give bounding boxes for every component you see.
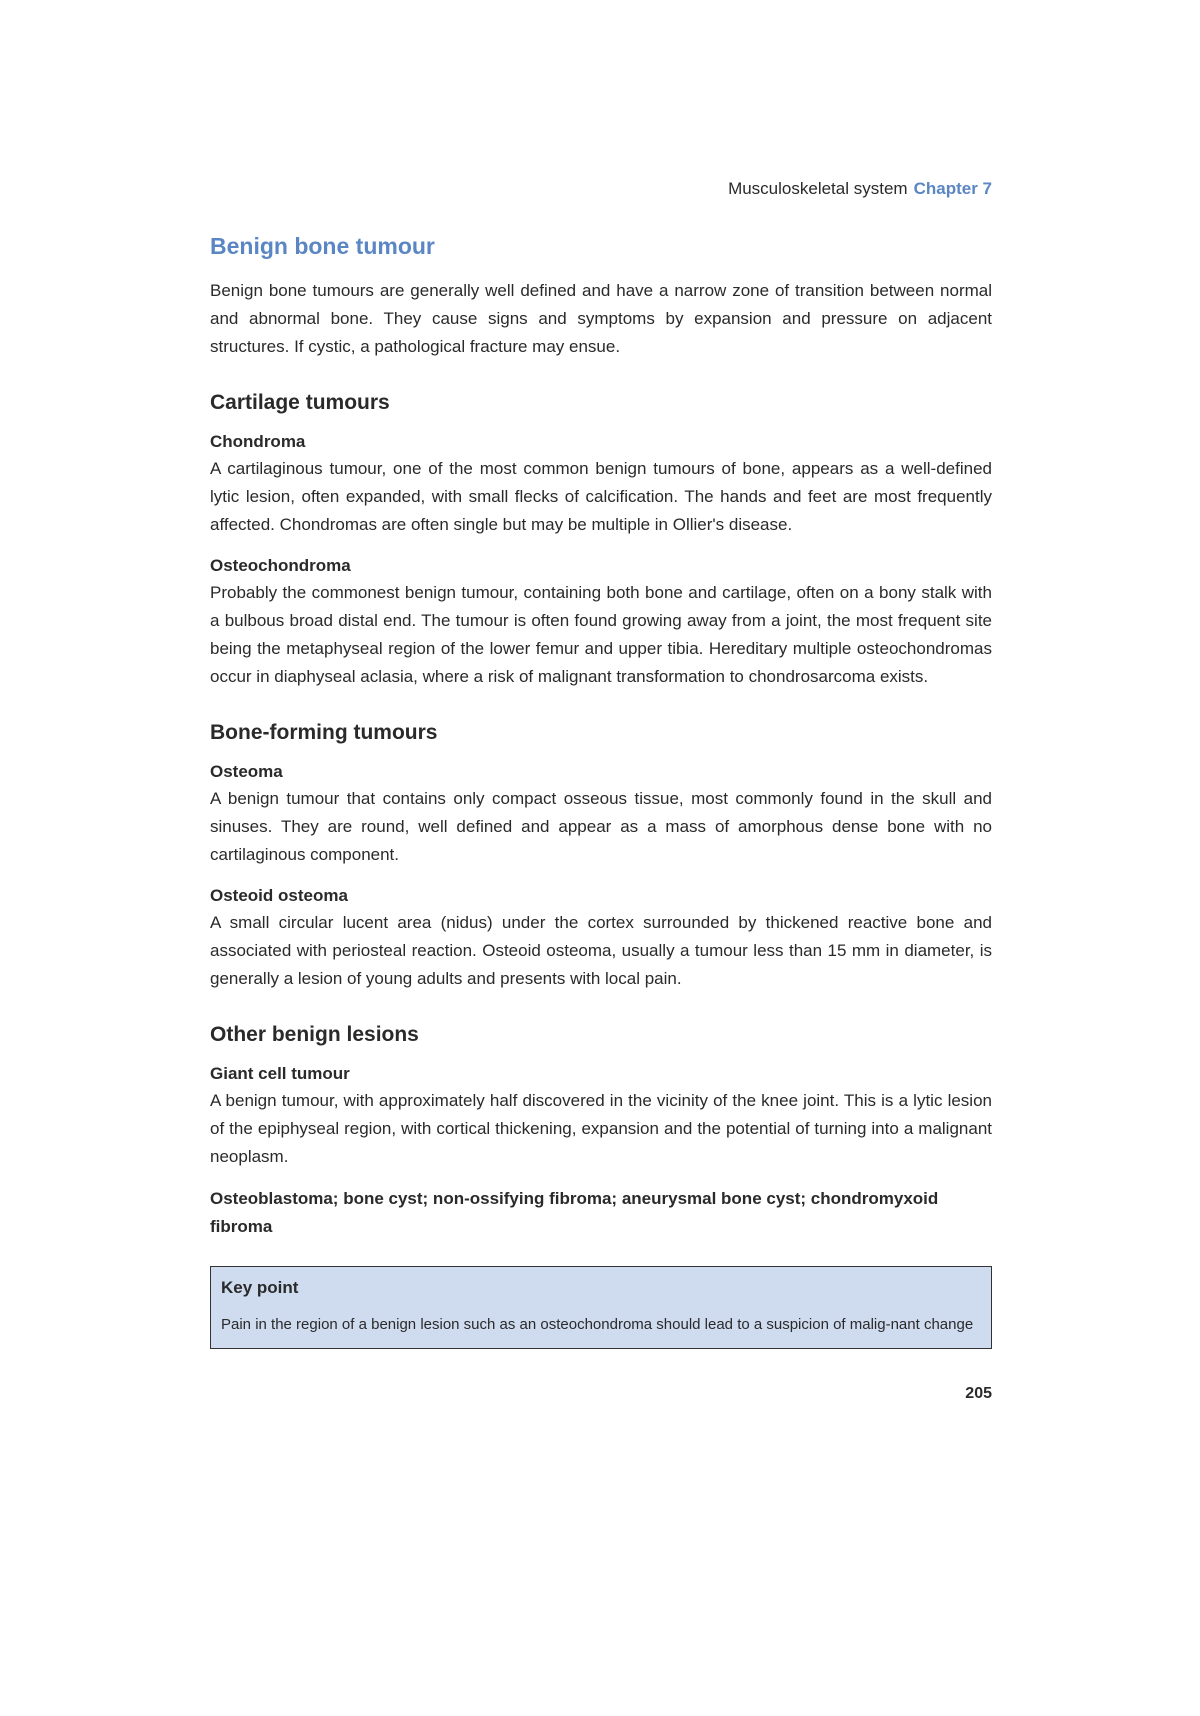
entry-title: Osteochondroma [210,556,351,575]
entry-text: A cartilaginous tumour, one of the most common benign tumours of bone, appears as a well-defined lytic lesion, often expanded, with small flecks of calcification. The hands and feet are most frequently affected. Chondromas are often single but may be multiple in Ollier's disease. [210,459,992,534]
entry-text: Probably the commonest benign tumour, containing both bone and cartilage, often on a bony stalk with a bulbous broad distal end. The tumour is often found growing away from a joint, the most frequent site being the metaphyseal region of the lower femur and upper tibia. Hereditary multiple osteochondromas occur in diaphyseal aclasia, where a risk of malignant transformation to chondrosarcoma exists. [210,583,992,686]
running-head-chapter: Chapter 7 [913,179,992,198]
entry-text: A small circular lucent area (nidus) under the cortex surrounded by thickened reactive bone and associated with periosteal reaction. Osteoid osteoma, usually a tumour less than 15 mm in diameter, is generally a lesion of young adults and presents with local pain. [210,913,992,988]
page-number: 205 [965,1385,992,1402]
section-title: Benign bone tumour [210,233,435,259]
entry-chondroma [210,429,992,539]
entry-title: Chondroma [210,432,306,451]
intro-paragraph: Benign bone tumours are generally well defined and have a narrow zone of transition between normal and abnormal bone. They cause signs and symptoms by expansion and pressure on adjacent structures. If cystic, a pathological fracture may ensue. [210,281,992,356]
heading-cartilage-tumours: Cartilage tumours [210,391,390,414]
key-point-box [210,1266,992,1349]
entry-title: Osteoma [210,762,283,781]
entry-osteoma [210,759,992,869]
heading-bone-forming-tumours: Bone-forming tumours [210,721,438,744]
entry-osteochondroma [210,553,992,691]
entry-title: Osteoid osteoma [210,886,348,905]
page-content [210,178,992,1403]
entry-osteoid-osteoma [210,883,992,993]
heading-other-benign-lesions: Other benign lesions [210,1023,419,1046]
key-point-title: Key point [221,1278,299,1297]
entry-text: A benign tumour, with approximately half discovered in the vicinity of the knee joint. This is a lytic lesion of the epiphyseal region, with cortical thickening, expansion and the potential of turning into a malignant neoplasm. [210,1091,992,1166]
entry-title: Giant cell tumour [210,1064,350,1083]
other-lesions-list: Osteoblastoma; bone cyst; non-ossifying fibroma; aneurysmal bone cyst; chondromyxoid fibroma [210,1189,939,1236]
running-head [210,178,992,200]
entry-text: A benign tumour that contains only compact osseous tissue, most commonly found in the skull and sinuses. They are round, well defined and appear as a mass of amorphous dense bone with no cartilaginous component. [210,789,992,864]
key-point-text: Pain in the region of a benign lesion such as an osteochondroma should lead to a suspicion of malig-nant change [221,1316,974,1333]
entry-giant-cell-tumour [210,1061,992,1171]
running-head-section: Musculoskeletal system [728,179,908,198]
